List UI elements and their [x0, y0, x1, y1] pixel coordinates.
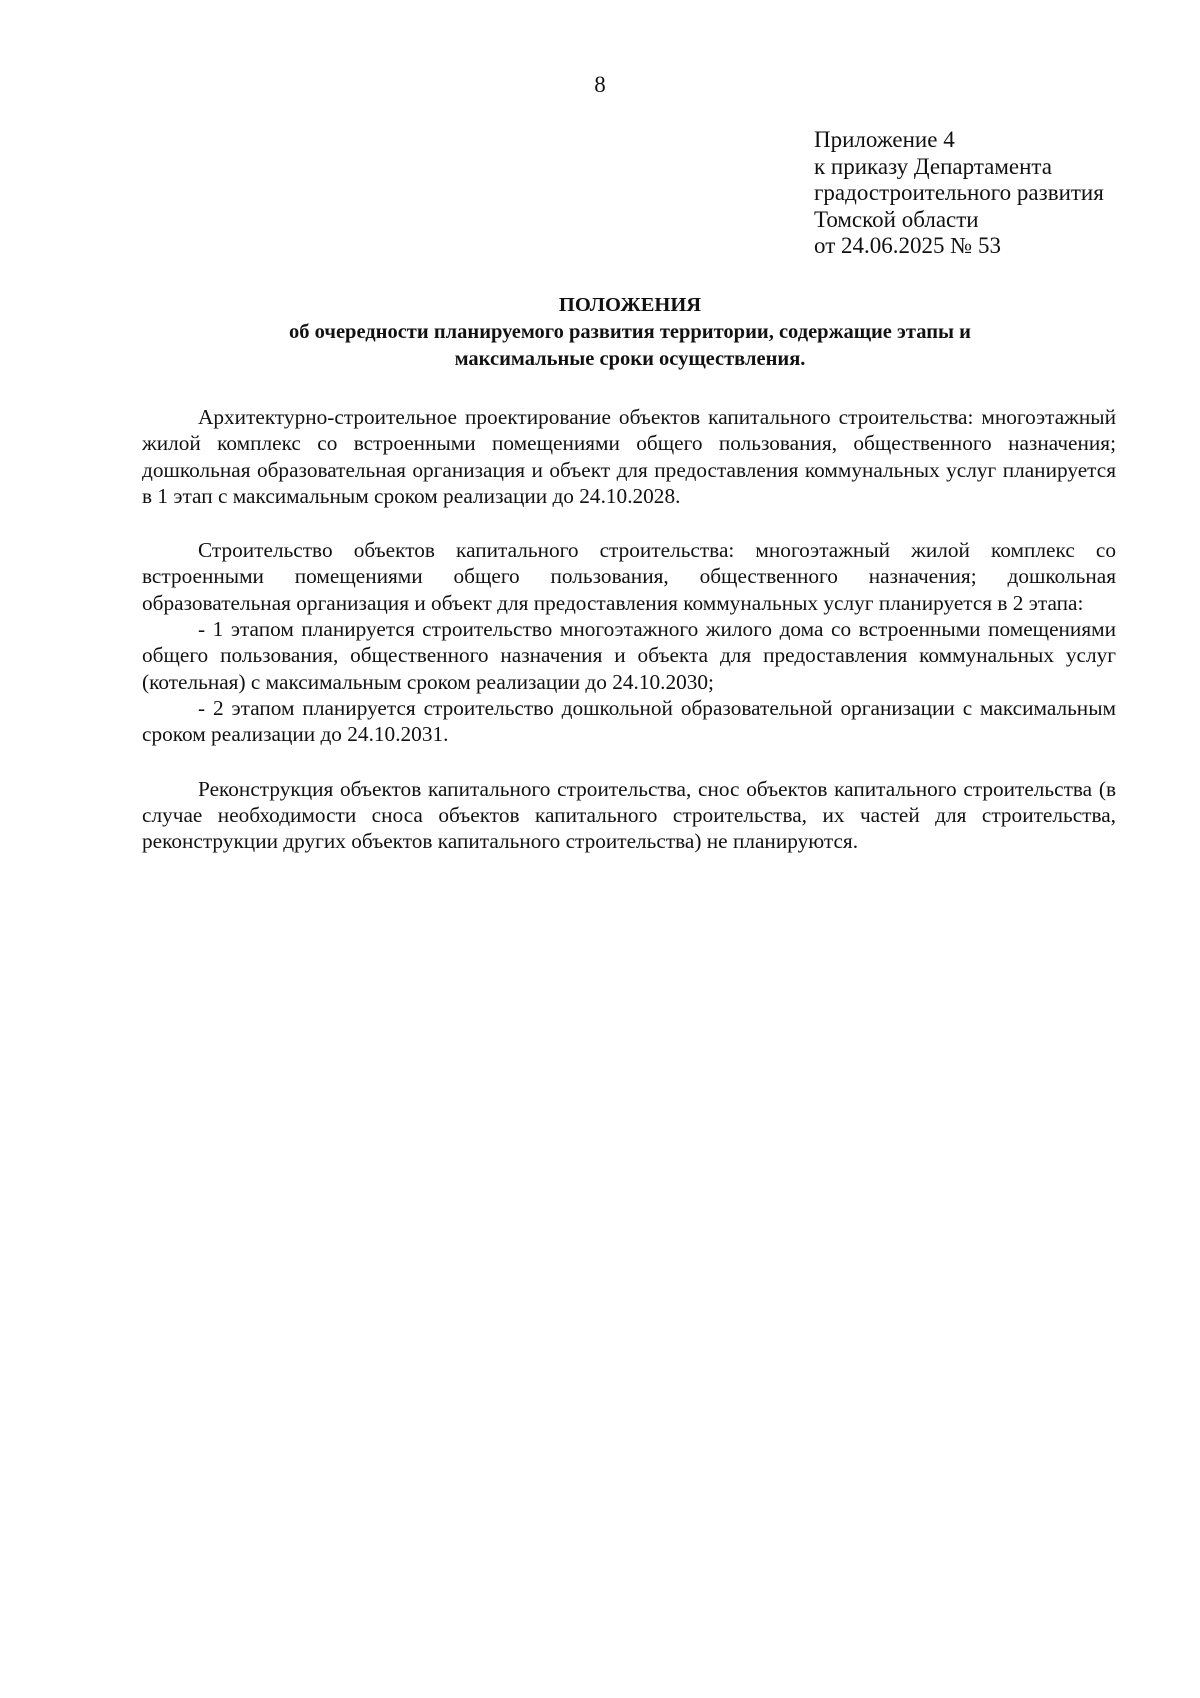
appendix-line: Томской области — [814, 206, 979, 232]
appendix-block — [814, 127, 1104, 260]
list-item-stage-1: - 1 этапом планируется строительство многоэтажного жилого дома со встроенными помещениями общего пользования, общественного назначения и объекта для предоставления коммунальных услуг (котельная) с максимальным сроком реализации до 24.10.2030; — [142, 617, 1116, 694]
list-item-stage-2: - 2 этапом планируется строительство дошкольной образовательной организации с максимальным сроком реализации до 24.10.2031. — [142, 695, 1116, 747]
appendix-line: градостроительного развития — [814, 180, 1104, 205]
document-body — [142, 404, 1116, 854]
document-subtitle-line: максимальные сроки осуществления. — [454, 348, 806, 370]
paragraph-reconstruction: Реконструкция объектов капитального строительства, снос объектов капитального строительства (в случае необходимости сноса объектов капитального строительства, их частей для строительства, реконструкции других объектов капитального строительства) не планируются. — [142, 776, 1116, 854]
paragraph-design: Архитектурно-строительное проектирование объектов капитального строительства: многоэтажный жилой комплекс со встроенными помещениями общего пользования, общественного назначения; дошкольная образовательная организация и объект для предоставления коммунальных услуг планируется в 1 этап с максимальным сроком реализации до 24.10.2028. — [142, 405, 1116, 508]
appendix-line: Приложение 4 — [814, 127, 955, 152]
document-title-block — [140, 292, 1120, 373]
appendix-line: от 24.06.2025 № 53 — [814, 233, 1001, 258]
paragraph-construction: Строительство объектов капитального строительства: многоэтажный жилой комплекс со встроенными помещениями общего пользования, общественного назначения; дошкольная образовательная организация и объект для предоставления коммунальных услуг планируется в 2 этапа: — [142, 538, 1116, 615]
page-number: 8 — [594, 72, 606, 97]
appendix-line: к приказу Департамента — [814, 153, 1052, 179]
document-title: ПОЛОЖЕНИЯ — [558, 294, 702, 316]
document-subtitle-line: об очередности планируемого развития территории, содержащие этапы и — [289, 321, 971, 343]
